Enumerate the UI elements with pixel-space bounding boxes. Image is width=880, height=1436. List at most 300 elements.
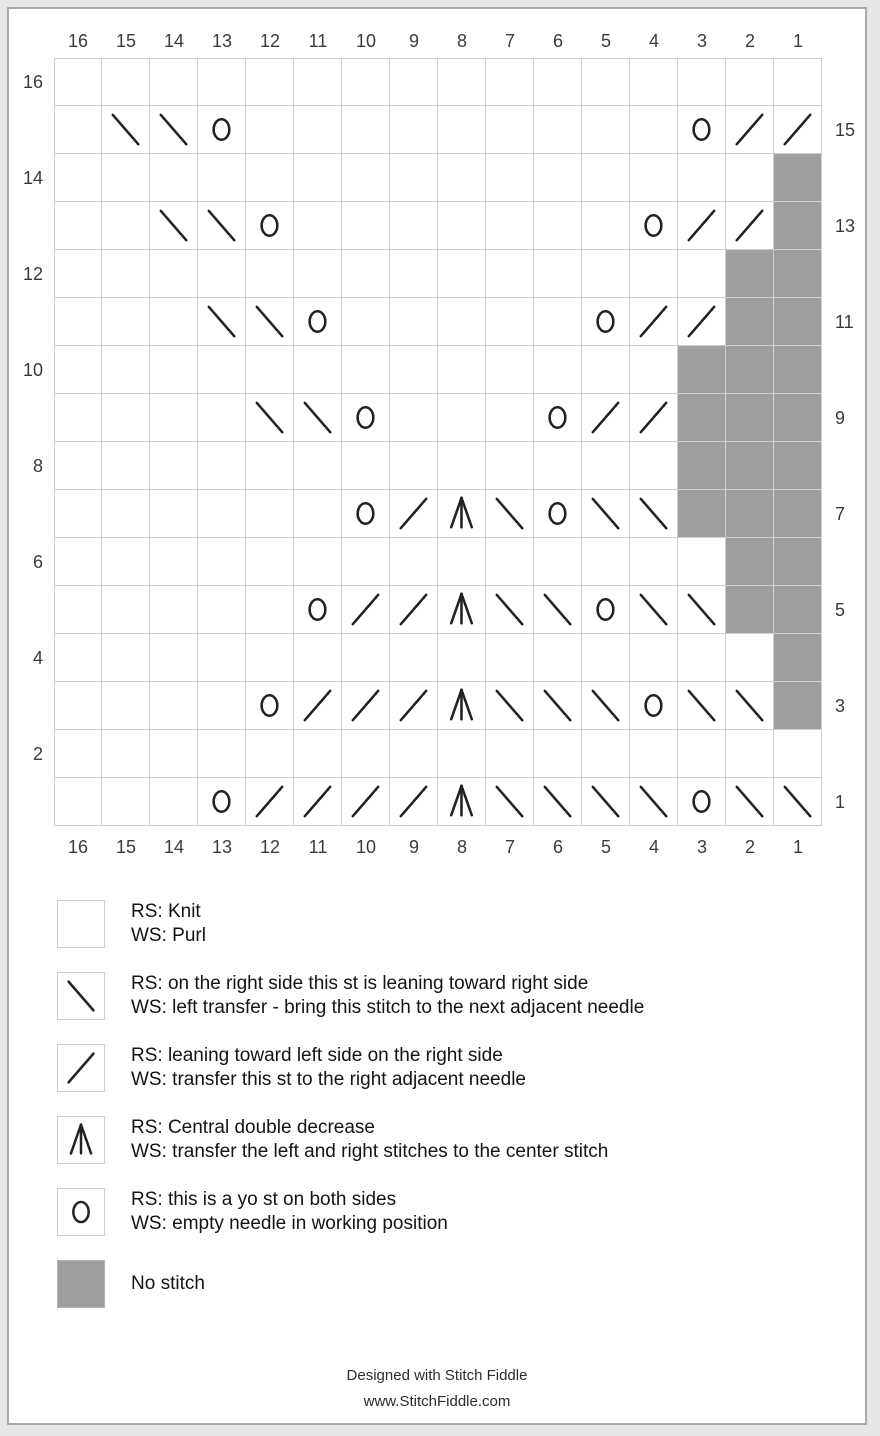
grid-cell: [54, 634, 102, 682]
left-lean-decrease-icon: [678, 202, 725, 249]
footer: [9, 1363, 865, 1415]
grid-cell: [198, 58, 246, 106]
grid-cell: [198, 634, 246, 682]
row-label-left-16: 16: [22, 71, 43, 92]
grid-cell: [102, 250, 150, 298]
grid-cell: [582, 778, 630, 826]
column-label-bottom-9: 9: [408, 837, 419, 857]
chart-page: [7, 7, 867, 1425]
row-label-right-4: [822, 634, 866, 682]
column-label-top-10: 10: [355, 31, 377, 51]
grid-cell: [198, 490, 246, 538]
grid-cell: [726, 634, 774, 682]
right-lean-decrease-icon: [534, 778, 581, 825]
grid-cell: [54, 730, 102, 778]
column-label-bottom-16: 16: [67, 837, 89, 857]
column-label-top-9: 9: [408, 31, 419, 51]
column-label-bottom-10: 10: [355, 837, 377, 857]
grid-cell: [582, 682, 630, 730]
yarn-over-icon: [582, 586, 629, 633]
grid-cell: [342, 154, 390, 202]
grid-cell: [678, 586, 726, 634]
yarn-over-icon: [246, 682, 293, 729]
spacer: [822, 26, 866, 58]
grid-cell: [102, 730, 150, 778]
footer-credit: Designed with Stitch Fiddle: [346, 1367, 528, 1384]
grid-cell: [102, 154, 150, 202]
legend-symbol-box: [57, 1044, 105, 1092]
grid-cell: [678, 106, 726, 154]
grid-cell: [534, 730, 582, 778]
grid-cell: [486, 730, 534, 778]
grid-cell: [534, 298, 582, 346]
row-label-left-4: 4: [32, 647, 43, 668]
legend-item: [57, 1260, 644, 1308]
right-lean-decrease-icon: [774, 778, 821, 825]
legend-item: [57, 1044, 644, 1092]
row-label-right-3: 3: [835, 695, 846, 716]
legend-text: [131, 1272, 205, 1296]
grid-cell: [198, 730, 246, 778]
right-lean-decrease-icon: [294, 394, 341, 441]
grid-cell: [486, 682, 534, 730]
left-lean-decrease-icon: [294, 778, 341, 825]
grid-cell: [582, 106, 630, 154]
grid-cell: [246, 730, 294, 778]
row-label-left-5: [10, 586, 54, 634]
grid-cell: [486, 538, 534, 586]
grid-cell: [342, 298, 390, 346]
row-label-left-9: [10, 394, 54, 442]
grid-cell: [150, 442, 198, 490]
column-label-top-12: 12: [259, 31, 281, 51]
no-stitch-cell: [678, 442, 726, 490]
row-label-right-13: 13: [835, 215, 856, 236]
grid-cell: [678, 58, 726, 106]
column-label-top-4: 4: [648, 31, 659, 51]
column-label-bottom-2: 2: [744, 837, 755, 857]
grid-cell: [54, 346, 102, 394]
grid-cell: [678, 538, 726, 586]
grid-cell: [630, 298, 678, 346]
grid-cell: [534, 442, 582, 490]
left-lean-decrease-icon: [630, 394, 677, 441]
grid-cell: [438, 202, 486, 250]
grid-cell: [438, 346, 486, 394]
grid-cell: [438, 586, 486, 634]
right-lean-decrease-icon: [534, 586, 581, 633]
column-label-bottom-3: 3: [696, 837, 707, 857]
grid-cell: [294, 634, 342, 682]
grid-cell: [150, 346, 198, 394]
grid-cell: [726, 778, 774, 826]
no-stitch-cell: [774, 442, 822, 490]
grid-cell: [198, 106, 246, 154]
grid-cell: [342, 442, 390, 490]
left-lean-decrease-icon: [58, 1045, 104, 1091]
left-lean-decrease-icon: [390, 682, 437, 729]
grid-cell: [54, 154, 102, 202]
grid-cell: [246, 250, 294, 298]
no-stitch-cell: [678, 490, 726, 538]
grid-cell: [150, 682, 198, 730]
grid-cell: [294, 538, 342, 586]
grid-cell: [54, 586, 102, 634]
column-label-top-13: 13: [211, 31, 233, 51]
legend-text: [131, 1116, 608, 1164]
grid-cell: [630, 202, 678, 250]
grid-cell: [630, 154, 678, 202]
grid-cell: [630, 58, 678, 106]
spacer: [10, 26, 54, 58]
row-label-left-11: [10, 298, 54, 346]
grid-cell: [294, 154, 342, 202]
grid-cell: [774, 730, 822, 778]
grid-cell: [582, 394, 630, 442]
grid-cell: [630, 394, 678, 442]
yarn-over-icon: [630, 682, 677, 729]
legend-symbol-box: [57, 900, 105, 948]
grid-cell: [198, 298, 246, 346]
central-double-decrease-icon: [438, 490, 485, 537]
column-label-top-14: 14: [163, 31, 185, 51]
grid-cell: [390, 58, 438, 106]
yarn-over-icon: [58, 1189, 104, 1235]
grid-cell: [102, 298, 150, 346]
right-lean-decrease-icon: [630, 490, 677, 537]
grid-cell: [54, 394, 102, 442]
grid-cell: [342, 490, 390, 538]
grid-cell: [534, 394, 582, 442]
grid-cell: [102, 490, 150, 538]
row-label-left-13: [10, 202, 54, 250]
no-stitch-cell: [774, 250, 822, 298]
grid-cell: [486, 586, 534, 634]
no-stitch-cell: [726, 346, 774, 394]
grid-cell: [198, 682, 246, 730]
grid-cell: [678, 202, 726, 250]
no-stitch-cell: [774, 346, 822, 394]
right-lean-decrease-icon: [678, 682, 725, 729]
grid-cell: [150, 634, 198, 682]
no-stitch-cell: [678, 394, 726, 442]
grid-cell: [198, 250, 246, 298]
grid-cell: [294, 202, 342, 250]
left-lean-decrease-icon: [726, 202, 773, 249]
right-lean-decrease-icon: [102, 106, 149, 153]
grid-cell: [246, 58, 294, 106]
grid-cell: [630, 682, 678, 730]
row-label-right-12: [822, 250, 866, 298]
grid-cell: [390, 634, 438, 682]
no-stitch-cell: [726, 442, 774, 490]
grid-cell: [246, 154, 294, 202]
grid-cell: [246, 634, 294, 682]
grid-cell: [342, 202, 390, 250]
row-label-left-7: [10, 490, 54, 538]
grid-cell: [534, 58, 582, 106]
grid-cell: [342, 346, 390, 394]
grid-cell: [582, 490, 630, 538]
grid-cell: [294, 586, 342, 634]
grid-cell: [534, 586, 582, 634]
spacer: [822, 826, 866, 866]
column-label-bottom-6: 6: [552, 837, 563, 857]
column-label-bottom-1: 1: [792, 837, 803, 857]
row-label-right-2: [822, 730, 866, 778]
grid-cell: [582, 442, 630, 490]
grid-cell: [150, 394, 198, 442]
grid-cell: [54, 442, 102, 490]
grid-cell: [534, 538, 582, 586]
grid-cell: [486, 106, 534, 154]
grid-cell: [630, 538, 678, 586]
grid-cell: [438, 682, 486, 730]
grid-cell: [102, 202, 150, 250]
column-label-top-5: 5: [600, 31, 611, 51]
legend-item: [57, 1116, 644, 1164]
grid-cell: [678, 730, 726, 778]
grid-cell: [150, 202, 198, 250]
legend-text: [131, 972, 644, 1020]
no-stitch-cell: [678, 346, 726, 394]
grid-cell: [294, 250, 342, 298]
grid-cell: [102, 634, 150, 682]
yarn-over-icon: [342, 394, 389, 441]
grid-cell: [630, 778, 678, 826]
yarn-over-icon: [246, 202, 293, 249]
left-lean-decrease-icon: [774, 106, 821, 153]
grid-cell: [102, 346, 150, 394]
legend-line: WS: transfer this st to the right adjacent needle: [131, 1069, 526, 1090]
grid-cell: [582, 298, 630, 346]
left-lean-decrease-icon: [582, 394, 629, 441]
central-double-decrease-icon: [58, 1117, 104, 1163]
right-lean-decrease-icon: [486, 586, 533, 633]
grid-cell: [438, 778, 486, 826]
grid-cell: [390, 490, 438, 538]
grid-cell: [102, 442, 150, 490]
no-stitch-cell: [774, 490, 822, 538]
right-lean-decrease-icon: [150, 202, 197, 249]
grid-cell: [102, 586, 150, 634]
no-stitch-cell: [726, 490, 774, 538]
grid-cell: [438, 154, 486, 202]
left-lean-decrease-icon: [678, 298, 725, 345]
grid-cell: [582, 586, 630, 634]
row-label-left-14: 14: [22, 167, 43, 188]
legend-symbol-box: [57, 1116, 105, 1164]
column-label-top-6: 6: [552, 31, 563, 51]
row-label-left-8: 8: [32, 455, 43, 476]
grid-cell: [342, 538, 390, 586]
legend-item: [57, 1188, 644, 1236]
legend-line: No stitch: [131, 1273, 205, 1294]
no-stitch-swatch: [57, 1260, 105, 1308]
grid-cell: [102, 58, 150, 106]
grid-cell: [438, 634, 486, 682]
grid-cell: [390, 154, 438, 202]
grid-cell: [198, 778, 246, 826]
grid-cell: [582, 730, 630, 778]
right-lean-decrease-icon: [726, 682, 773, 729]
column-label-top-15: 15: [115, 31, 137, 51]
grid-cell: [582, 250, 630, 298]
grid-cell: [726, 682, 774, 730]
grid-cell: [294, 298, 342, 346]
grid-cell: [726, 154, 774, 202]
grid-cell: [630, 490, 678, 538]
column-label-top-8: 8: [456, 31, 467, 51]
grid-cell: [390, 106, 438, 154]
grid-cell: [54, 58, 102, 106]
grid-cell: [438, 106, 486, 154]
column-label-top-2: 2: [744, 31, 755, 51]
grid-cell: [150, 106, 198, 154]
grid-cell: [534, 778, 582, 826]
row-label-left-6: 6: [32, 551, 43, 572]
grid-cell: [102, 538, 150, 586]
grid-cell: [630, 634, 678, 682]
yarn-over-icon: [582, 298, 629, 345]
column-label-top-1: 1: [792, 31, 803, 51]
legend-line: RS: on the right side this st is leaning toward right side: [131, 973, 589, 994]
grid-cell: [486, 778, 534, 826]
grid-cell: [390, 538, 438, 586]
row-label-right-11: 11: [835, 311, 854, 332]
grid-cell: [678, 250, 726, 298]
grid-cell: [150, 58, 198, 106]
column-label-bottom-14: 14: [163, 837, 185, 857]
grid-cell: [438, 250, 486, 298]
grid-cell: [678, 634, 726, 682]
grid-cell: [54, 202, 102, 250]
row-label-right-8: [822, 442, 866, 490]
row-label-left-15: [10, 106, 54, 154]
legend-line: WS: transfer the left and right stitches to the center stitch: [131, 1141, 609, 1162]
yarn-over-icon: [630, 202, 677, 249]
grid-cell: [390, 442, 438, 490]
grid-cell: [294, 682, 342, 730]
right-lean-decrease-icon: [58, 973, 104, 1019]
grid-cell: [678, 154, 726, 202]
grid-cell: [726, 106, 774, 154]
grid-cell: [438, 298, 486, 346]
column-label-top-16: 16: [67, 31, 89, 51]
grid-cell: [582, 58, 630, 106]
grid-cell: [582, 346, 630, 394]
row-label-right-10: [822, 346, 866, 394]
left-lean-decrease-icon: [390, 586, 437, 633]
grid-cell: [198, 202, 246, 250]
footer-url: www.StitchFiddle.com: [363, 1393, 511, 1410]
grid-cell: [582, 202, 630, 250]
grid-cell: [390, 394, 438, 442]
grid-cell: [294, 490, 342, 538]
grid-cell: [54, 538, 102, 586]
grid-cell: [246, 586, 294, 634]
right-lean-decrease-icon: [246, 298, 293, 345]
grid-cell: [390, 298, 438, 346]
grid-cell: [438, 58, 486, 106]
grid-cell: [486, 154, 534, 202]
row-label-right-16: [822, 58, 866, 106]
column-label-top-3: 3: [696, 31, 707, 51]
grid-cell: [486, 346, 534, 394]
left-lean-decrease-icon: [630, 298, 677, 345]
grid-cell: [486, 58, 534, 106]
legend-line: WS: Purl: [131, 925, 206, 946]
no-stitch-cell: [774, 634, 822, 682]
grid-cell: [246, 298, 294, 346]
legend-line: RS: Knit: [131, 901, 201, 922]
right-lean-decrease-icon: [630, 778, 677, 825]
grid-cell: [486, 250, 534, 298]
right-lean-decrease-icon: [198, 298, 245, 345]
no-stitch-cell: [726, 538, 774, 586]
no-stitch-cell: [774, 586, 822, 634]
grid-cell: [582, 634, 630, 682]
no-stitch-cell: [726, 586, 774, 634]
grid-cell: [294, 778, 342, 826]
right-lean-decrease-icon: [726, 778, 773, 825]
column-label-top-7: 7: [504, 31, 515, 51]
grid-cell: [438, 394, 486, 442]
grid-cell: [438, 730, 486, 778]
grid-cell: [534, 202, 582, 250]
left-lean-decrease-icon: [726, 106, 773, 153]
grid-cell: [390, 730, 438, 778]
column-label-bottom-4: 4: [648, 837, 659, 857]
no-stitch-cell: [726, 250, 774, 298]
yarn-over-icon: [534, 490, 581, 537]
central-double-decrease-icon: [438, 682, 485, 729]
yarn-over-icon: [294, 298, 341, 345]
row-label-left-10: 10: [22, 359, 43, 380]
left-lean-decrease-icon: [342, 586, 389, 633]
yarn-over-icon: [198, 778, 245, 825]
grid-cell: [54, 682, 102, 730]
grid-cell: [294, 346, 342, 394]
grid-cell: [486, 202, 534, 250]
grid-cell: [774, 58, 822, 106]
left-lean-decrease-icon: [342, 682, 389, 729]
grid-cell: [246, 778, 294, 826]
legend-item: [57, 900, 644, 948]
grid-cell: [54, 778, 102, 826]
grid-cell: [726, 730, 774, 778]
grid-cell: [294, 730, 342, 778]
grid-cell: [390, 778, 438, 826]
grid-cell: [54, 298, 102, 346]
grid-cell: [678, 298, 726, 346]
grid-cell: [294, 106, 342, 154]
grid-cell: [102, 106, 150, 154]
grid-cell: [342, 730, 390, 778]
grid-cell: [342, 586, 390, 634]
grid-cell: [630, 586, 678, 634]
grid-cell: [150, 490, 198, 538]
legend-item: [57, 972, 644, 1020]
legend-line: WS: left transfer - bring this stitch to the next adjacent needle: [131, 997, 645, 1018]
right-lean-decrease-icon: [582, 682, 629, 729]
right-lean-decrease-icon: [534, 682, 581, 729]
column-label-bottom-11: 11: [308, 837, 328, 857]
right-lean-decrease-icon: [150, 106, 197, 153]
central-double-decrease-icon: [438, 586, 485, 633]
grid-cell: [246, 682, 294, 730]
grid-cell: [486, 634, 534, 682]
